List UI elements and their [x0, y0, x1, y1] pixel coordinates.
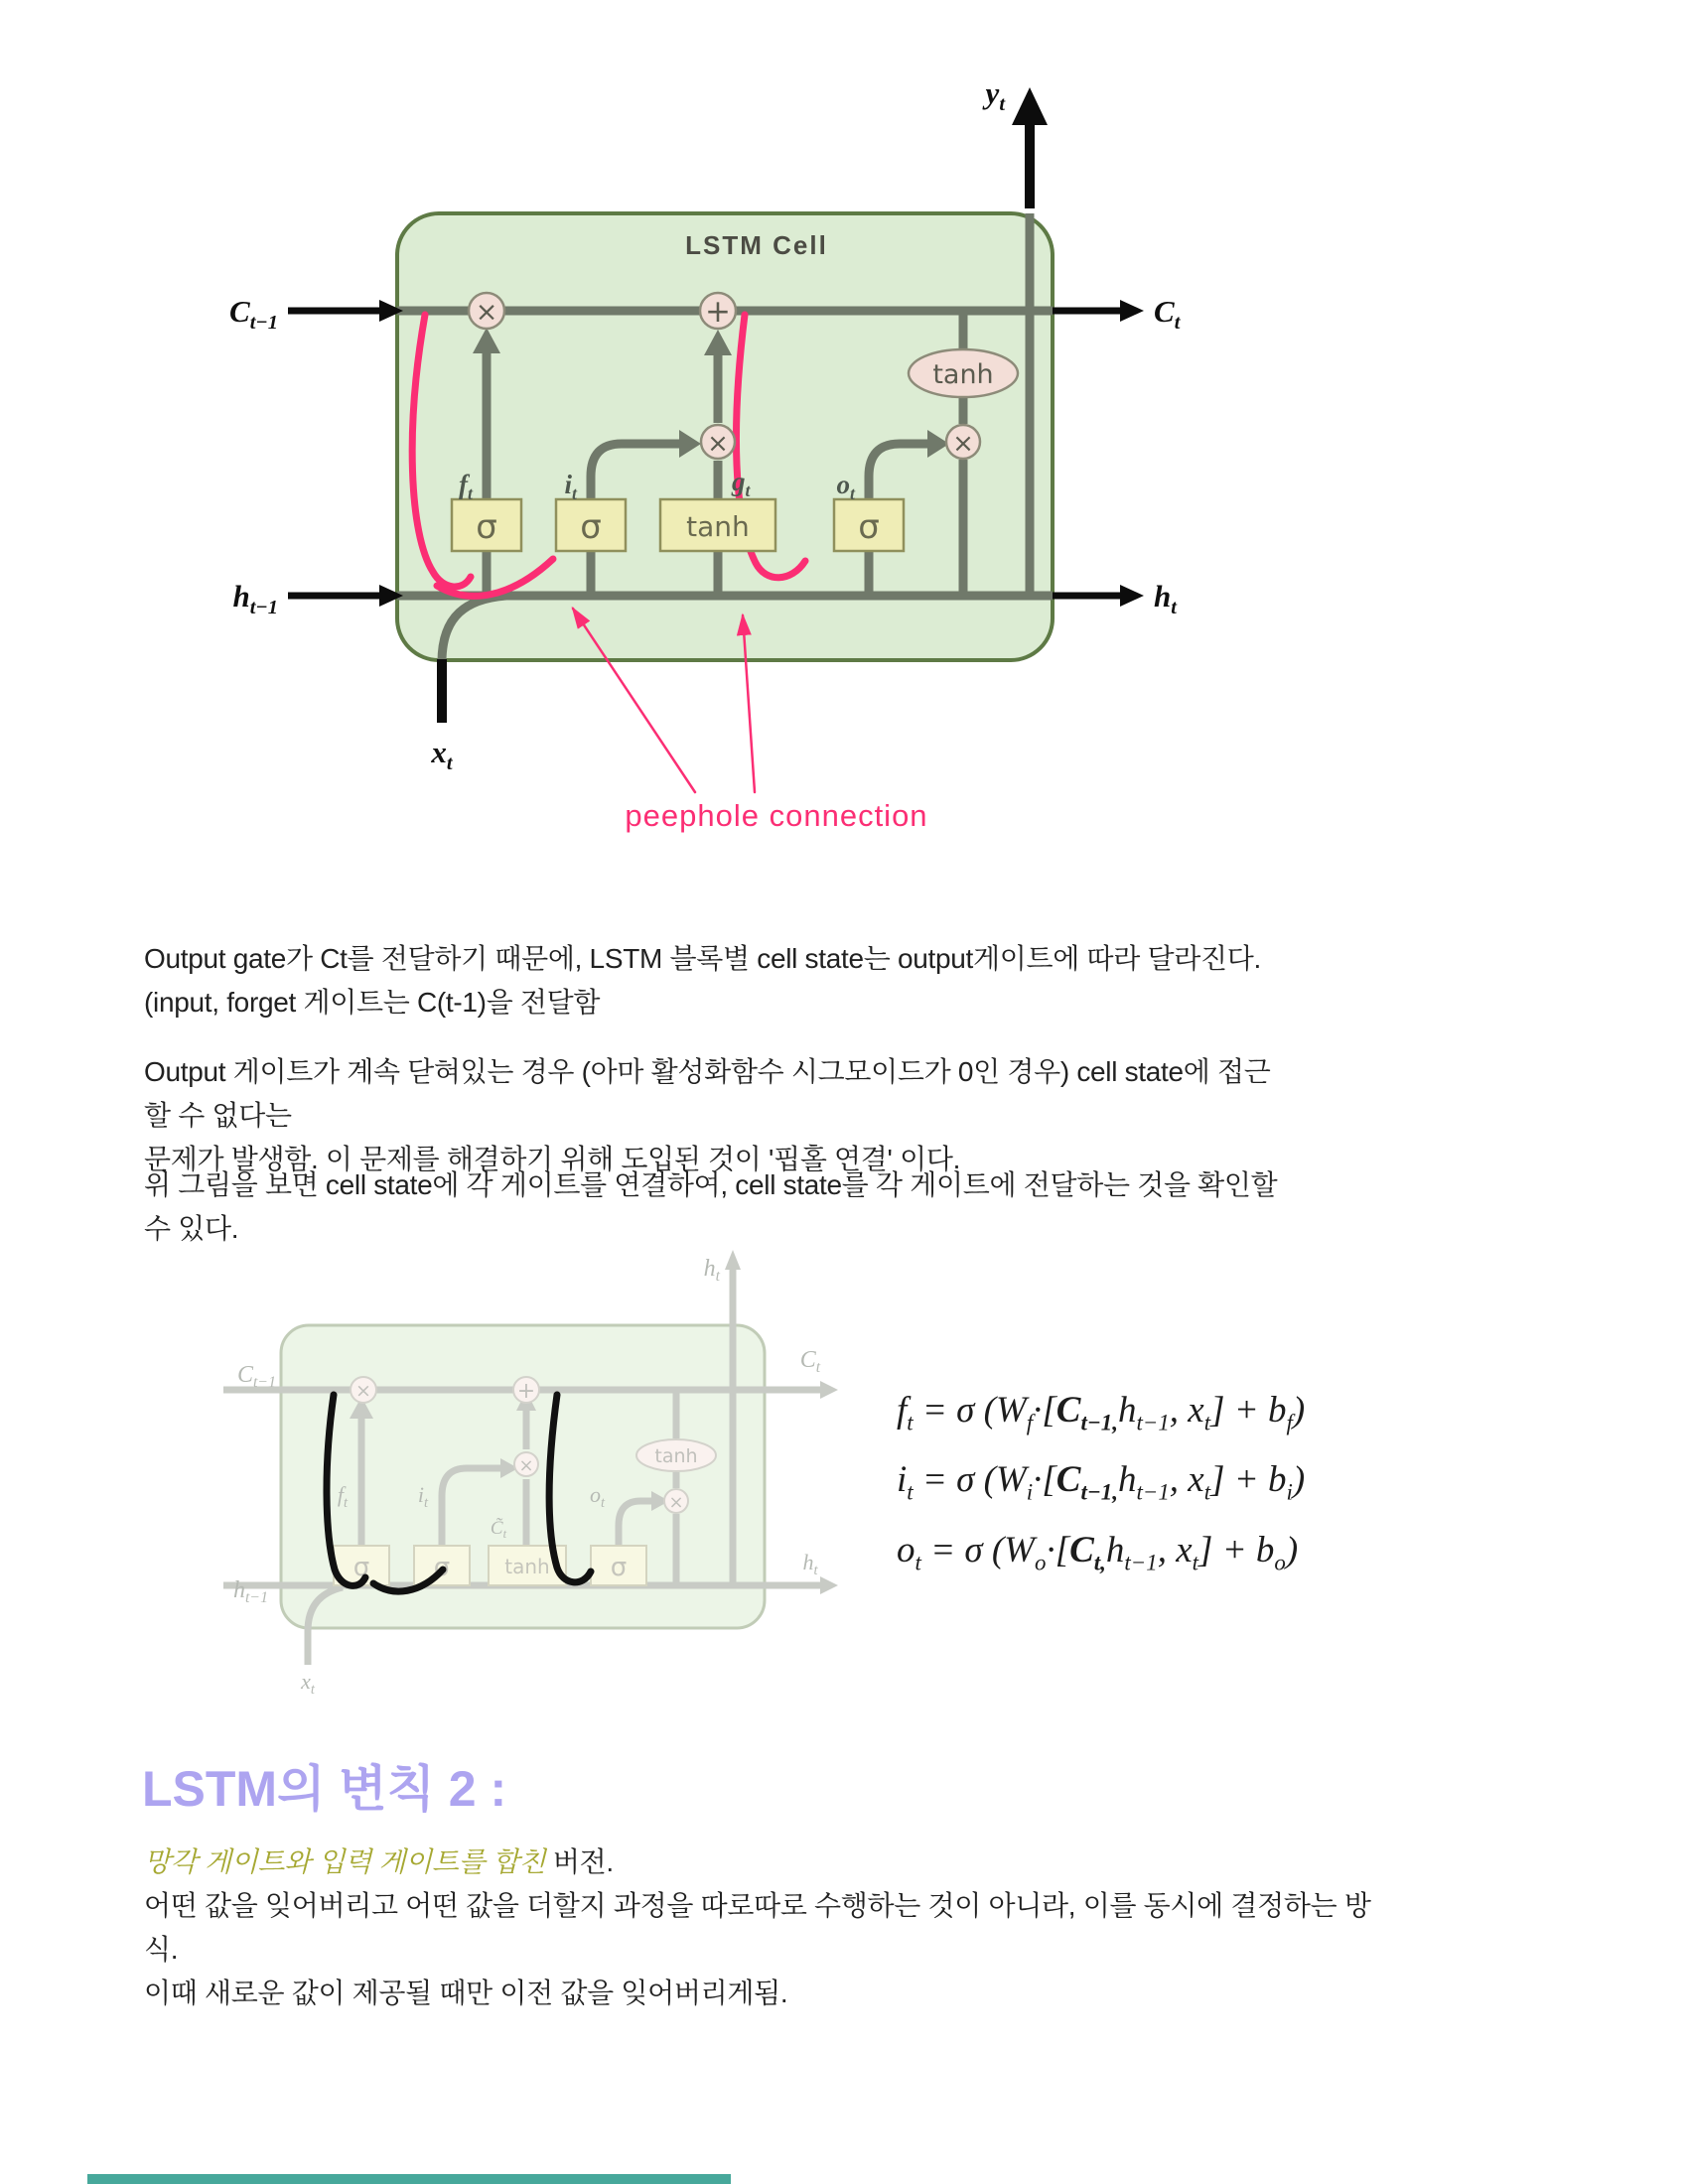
section-heading: LSTM의 변칙 2 :	[142, 1761, 507, 1817]
paragraph-2-line-1: Output 게이트가 계속 닫혀있는 경우 (아마 활성화함수 시그모이드가 0인 경우) cell state에 접근할 수 없다는	[144, 1056, 1271, 1131]
peephole-caption: peephole connection	[625, 798, 928, 833]
paragraph-1-line-1: Output gate가 Ct를 전달하기 때문에, LSTM 블록별 cell state는 output게이트에 따라 달라진다.	[144, 943, 1261, 974]
paragraph-4-line-2: 어떤 값을 잊어버리고 어떤 값을 더할지 과정을 따로따로 수행하는 것이 아니라, 이를 동시에 결정하는 방식.	[144, 1890, 1371, 1965]
cropped-image-strip	[87, 2174, 731, 2184]
paragraph-4-lead-rest: 버전.	[545, 1846, 614, 1877]
multiply-glyph-3: ×	[952, 429, 974, 459]
equation-o: $o_t = \sigma$ ($W_o\cdot[C_{t,}h_{t-1}$, $x_t] + b_o$)	[897, 1529, 1299, 1575]
paragraph-4-line-1	[144, 1841, 1385, 1884]
h-top-label-2: $h_t$	[703, 1256, 720, 1285]
equation-f: $f_t = \sigma$ ($W_f\cdot[C_{t-1,}h_{t-1}$, $x_t] + b_f$)	[897, 1390, 1306, 1435]
paragraph-3-line-1: 위 그림을 보면 cell state에 각 게이트를 연결하여, cell state를 각 게이트에 전달하는 것을 확인할 수 있다.	[144, 1169, 1278, 1244]
paragraph-2-line-2: 문제가 발생함. 이 문제를 해결하기 위해 도입된 것이 '핍홀 연결' 이다.	[144, 1144, 961, 1174]
f-t-label: $f_t$	[459, 470, 473, 503]
equation-i: $i_t = \sigma$ ($W_i\cdot[C_{t-1,}h_{t-1}$, $x_t] + b_i$)	[897, 1459, 1306, 1505]
lstm-peephole-diagram	[139, 60, 1251, 844]
tanh-oval-label: tanh	[932, 359, 994, 390]
h-prev-label: $h_{t-1}$	[232, 579, 278, 618]
i-t-label: $i_t$	[564, 470, 577, 503]
multiply-glyph-2: ×	[707, 429, 729, 459]
i-t-label-2: $i_t$	[417, 1482, 428, 1511]
paragraph-1	[144, 937, 1296, 1024]
svg-text:σ: σ	[352, 1553, 370, 1582]
f-t-label-2: $f_t$	[337, 1482, 348, 1511]
output-gate-sigma: σ	[858, 507, 880, 547]
add-glyph: +	[705, 294, 731, 330]
svg-text:tanh: tanh	[504, 1555, 550, 1578]
c-out-label: $C_t$	[1154, 294, 1181, 334]
svg-text:tanh: tanh	[654, 1445, 698, 1467]
c-out-label-2: $C_t$	[799, 1347, 821, 1376]
input-gate-sigma: σ	[580, 507, 602, 547]
paragraph-4	[144, 1841, 1385, 2015]
candidate-tanh-label: tanh	[686, 510, 750, 543]
paragraph-1-line-2: (input, forget 게이트는 C(t-1)을 전달함	[144, 987, 601, 1018]
g-t-label: $g_t$	[732, 467, 751, 500]
svg-text:×: ×	[355, 1380, 371, 1402]
gate-boxes	[452, 499, 904, 551]
svg-text:σ: σ	[610, 1553, 628, 1582]
svg-text:×: ×	[518, 1455, 534, 1476]
c-tilde-label-2: $C̃_t$	[490, 1518, 507, 1541]
o-t-label: $o_t$	[836, 470, 855, 503]
paragraph-4-lead-italic: 망각 게이트와 입력 게이트를 합친	[144, 1846, 546, 1877]
h-out-label-2: $h_t$	[802, 1550, 818, 1578]
x-in-label: $x_t$	[431, 735, 453, 774]
svg-text:σ: σ	[433, 1553, 451, 1582]
multiply-glyph: ×	[475, 297, 498, 328]
h-prev-label-2: $h_{t-1}$	[233, 1577, 268, 1606]
h-out-label: $h_t$	[1154, 579, 1177, 618]
o-t-label-2: $o_t$	[589, 1482, 605, 1511]
paragraph-4-line-3: 이때 새로운 값이 제공될 때만 이전 값을 잊어버리게됨.	[144, 1978, 788, 2008]
y-out-label: $y_t$	[985, 75, 1005, 115]
c-prev-label: $C_{t-1}$	[229, 294, 278, 334]
lstm-peephole-faded-diagram	[139, 1236, 894, 1703]
forget-gate-sigma: σ	[476, 507, 497, 547]
c-prev-label-2: $C_{t-1}$	[236, 1362, 276, 1391]
peephole-equations	[897, 1382, 1305, 1591]
paragraph-2	[144, 1050, 1296, 1181]
x-in-label-2: $x_t$	[301, 1669, 315, 1698]
svg-text:×: ×	[668, 1492, 684, 1513]
faded-lstm	[223, 1250, 838, 1698]
cell-title: LSTM Cell	[685, 230, 828, 260]
svg-text:+: +	[516, 1379, 536, 1404]
